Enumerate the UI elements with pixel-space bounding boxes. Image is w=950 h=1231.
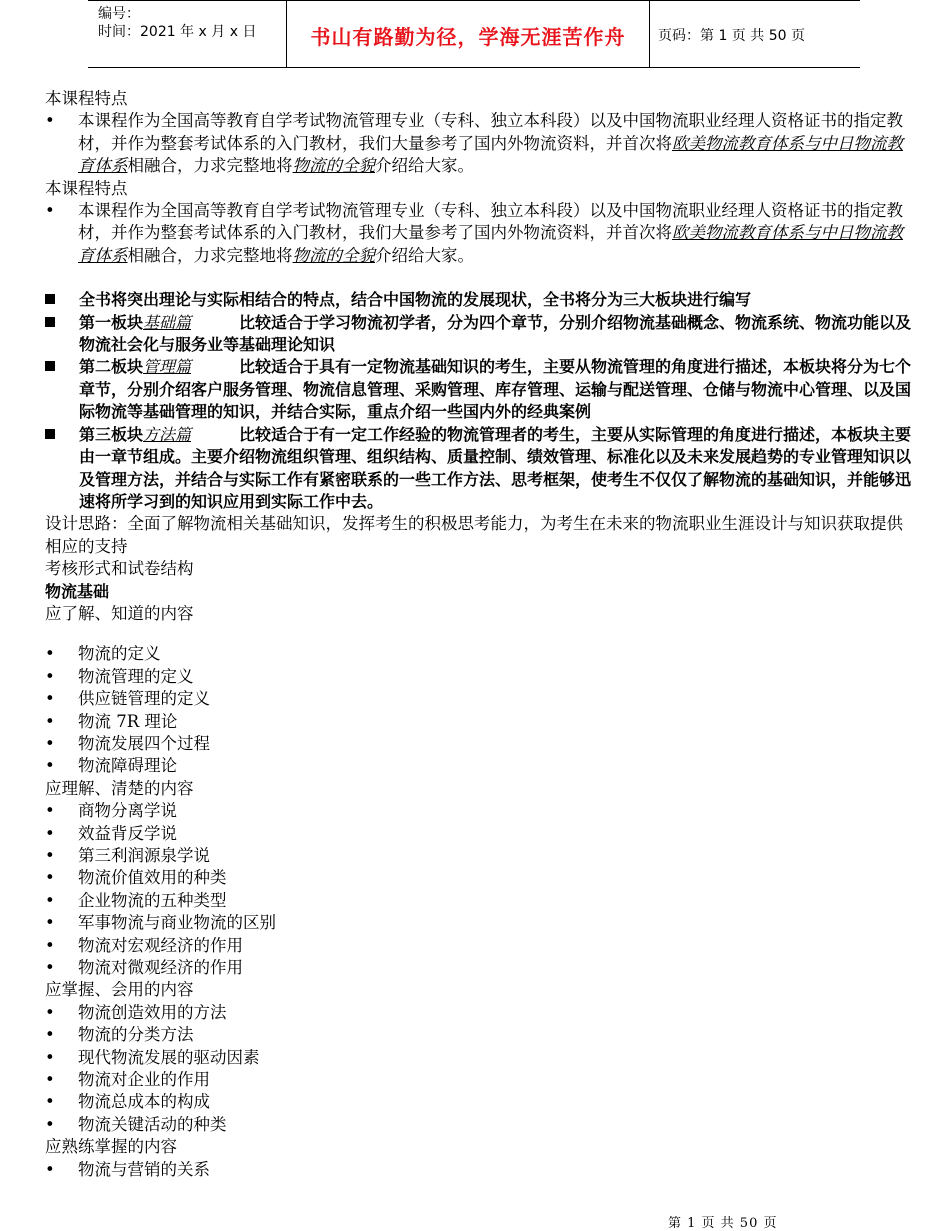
square-bullet-icon: [45, 317, 55, 327]
spacer: [45, 267, 915, 289]
bullet-icon: •: [45, 1070, 55, 1090]
list-item: [45, 845, 915, 867]
block1-text: 比较适合于学习物流初学者，分为四个章节，分别介绍物流基础概念、物流系统、物流功能以及物流社会化与服务业等基础理论知识: [79, 312, 912, 355]
list-item-text: 企业物流的五种类型: [78, 890, 227, 910]
list-item-text: 物流与营销的关系: [78, 1159, 210, 1179]
list-item: [45, 733, 915, 755]
intro-title-repeat: 本课程特点: [45, 178, 128, 198]
spacer: [45, 625, 915, 643]
list-item-text: 商物分离学说: [78, 801, 177, 821]
list-item: [45, 1047, 915, 1069]
list-item-text: 物流对宏观经济的作用: [78, 935, 243, 955]
list-item: [45, 912, 915, 934]
block3-text: 比较适合于有一定工作经验的物流管理者的考生，主要从实际管理的角度进行描述，本板块主要由一章节组成。主要介绍物流组织管理、组织结构、质量控制、绩效管理、标准化以及未来发展趋势的专业管理知识以及管理方法，并结合与实际工作有紧密联系的一些工作方法、思考框架，使考生不仅仅了解物流的基础知识，并能够迅速将所学习到的知识应用到实际工作中去。: [79, 424, 912, 511]
know-title: 应了解、知道的内容: [45, 603, 194, 623]
list-item-text: 物流关键活动的种类: [78, 1114, 227, 1134]
summary-line: [45, 289, 915, 311]
bullet-icon: •: [45, 935, 55, 955]
intro-link-logistics-overview[interactable]: 物流的全貌: [292, 245, 375, 265]
list-item: [45, 800, 915, 822]
summary-text: 全书将突出理论与实际相结合的特点，结合中国物流的发展现状，全书将分为三大板块进行编写: [79, 290, 752, 310]
bullet-icon: •: [45, 823, 55, 843]
bullet-icon: •: [45, 1114, 55, 1134]
block2-paragraph: [45, 356, 915, 423]
list-item: [45, 666, 915, 688]
bullet-icon: •: [45, 733, 55, 753]
page-footer: 第 1 页 共 50 页: [668, 1216, 778, 1231]
list-item: [45, 755, 915, 777]
list-item: [45, 890, 915, 912]
list-item: [45, 867, 915, 889]
list-item-text: 物流总成本的构成: [78, 1092, 210, 1112]
block3-label: 第三板块: [79, 424, 144, 444]
proficient-list: [45, 1159, 915, 1181]
bullet-icon: •: [45, 846, 55, 865]
bullet-icon: •: [45, 756, 55, 776]
bullet-icon: •: [45, 689, 55, 709]
list-item: [45, 1002, 915, 1024]
list-item: [45, 823, 915, 845]
intro-paragraph-repeat: [45, 200, 915, 267]
intro-text-middle: 相融合，力求完整地将: [127, 156, 293, 176]
block2-label: 第二板块: [79, 357, 144, 377]
master-list: [45, 1002, 915, 1136]
intro-title: 本课程特点: [45, 89, 128, 108]
list-item-text: 物流的分类方法: [78, 1025, 194, 1045]
bullet-icon: •: [45, 201, 55, 221]
list-item-text: 现代物流发展的驱动因素: [78, 1047, 260, 1067]
master-title: 应掌握、会用的内容: [45, 980, 194, 1000]
block3-paragraph: [45, 424, 915, 514]
list-item: [45, 1091, 915, 1113]
page-header: [88, 0, 860, 68]
list-item: [45, 688, 915, 710]
number-label: 编号：: [98, 6, 140, 22]
intro-link-logistics-overview[interactable]: 物流的全貌: [292, 156, 375, 176]
bullet-icon: •: [45, 1092, 55, 1112]
list-item: [45, 935, 915, 957]
bullet-icon: •: [45, 1159, 55, 1179]
list-item: [45, 957, 915, 979]
list-item: [45, 1069, 915, 1091]
list-item-text: 第三利润源泉学说: [78, 846, 210, 865]
understand-title: 应理解、清楚的内容: [45, 778, 194, 798]
square-bullet-icon: [45, 429, 55, 439]
list-item-text: 物流发展四个过程: [78, 733, 210, 753]
block2-text: 比较适合于具有一定物流基础知识的考生，主要从物流管理的角度进行描述，本板块将分为七个章节，分别介绍客户服务管理、物流信息管理、采购管理、库存管理、运输与配送管理、仓储与物流中心管理、以及国际物流等基础管理的知识，并结合实际，重点介绍一些国内外的经典案例: [79, 357, 912, 422]
intro-text-after: 介绍给大家。: [375, 245, 474, 265]
square-bullet-icon: [45, 294, 55, 304]
list-item-text: 物流创造效用的方法: [78, 1002, 227, 1022]
list-item-text: 物流对微观经济的作用: [78, 958, 243, 978]
bullet-icon: •: [45, 801, 55, 821]
bullet-icon: •: [45, 644, 55, 664]
block1-paragraph: [45, 312, 915, 357]
bullet-icon: •: [45, 711, 55, 731]
understand-list: [45, 800, 915, 979]
section-title: 物流基础: [45, 581, 110, 601]
exam-title: 考核形式和试卷结构: [45, 559, 194, 579]
list-item-text: 军事物流与商业物流的区别: [78, 913, 276, 933]
list-item: [45, 1024, 915, 1046]
intro-text-before: 本课程作为全国高等教育自学考试物流管理专业（专科、独立本科段）以及中国物流职业经理人资格证书的指定教材，并作为整套考试体系的入门教材，我们大量参考了国内外物流资料，并首次将: [78, 111, 903, 153]
time-label: 时间：2021 年 x 月 x 日: [98, 24, 257, 40]
bullet-icon: •: [45, 890, 55, 910]
list-item-text: 物流对企业的作用: [78, 1070, 210, 1090]
bullet-icon: •: [45, 1047, 55, 1067]
bullet-icon: •: [45, 868, 55, 888]
list-item: [45, 711, 915, 733]
block1-label: 第一板块: [79, 312, 144, 332]
know-list: [45, 643, 915, 777]
bullet-icon: •: [45, 1025, 55, 1045]
block2-name-link[interactable]: 管理篇: [143, 357, 192, 377]
motto: 书山有路勤为径，学海无涯苦作舟: [310, 25, 626, 49]
header-left-cell: [88, 1, 287, 67]
intro-link-education-systems[interactable]: 欧美物流教育体系与中日物流教育体系: [78, 223, 903, 265]
bullet-icon: •: [45, 913, 55, 933]
list-item: [45, 1114, 915, 1136]
header-middle-cell: [287, 1, 650, 67]
intro-text-before: 本课程作为全国高等教育自学考试物流管理专业（专科、独立本科段）以及中国物流职业经理人资格证书的指定教材，并作为整套考试体系的入门教材，我们大量参考了国内外物流资料，并首次将: [78, 201, 903, 243]
bullet-icon: •: [45, 958, 55, 978]
list-item-text: 物流的定义: [78, 644, 161, 664]
header-right-cell: [650, 1, 860, 67]
intro-link-education-systems[interactable]: 欧美物流教育体系与中日物流教育体系: [78, 133, 903, 176]
list-item-text: 物流管理的定义: [78, 666, 194, 686]
list-item-text: 物流障碍理论: [78, 756, 177, 776]
square-bullet-icon: [45, 361, 55, 371]
list-item-text: 供应链管理的定义: [78, 689, 210, 709]
list-item-text: 物流 7R 理论: [78, 711, 178, 731]
list-item: [45, 1159, 915, 1181]
design-idea: 设计思路：全面了解物流相关基础知识，发挥考生的积极思考能力，为考生在未来的物流职业生涯设计与知识获取提供相应的支持: [45, 514, 903, 556]
page-number-label: 页码：第 1 页 共 50 页: [658, 28, 805, 44]
bullet-icon: •: [45, 666, 55, 686]
intro-paragraph: [45, 110, 915, 177]
bullet-icon: •: [45, 1002, 55, 1022]
document-body: [45, 88, 915, 1181]
intro-text-middle: 相融合，力求完整地将: [127, 245, 293, 265]
block3-name-link[interactable]: 方法篇: [143, 424, 192, 444]
bullet-icon: •: [45, 111, 55, 131]
proficient-title: 应熟练掌握的内容: [45, 1137, 177, 1157]
block1-name-link[interactable]: 基础篇: [143, 312, 192, 332]
list-item: [45, 643, 915, 665]
list-item-text: 物流价值效用的种类: [78, 868, 227, 888]
list-item-text: 效益背反学说: [78, 823, 177, 843]
intro-text-after: 介绍给大家。: [375, 156, 474, 176]
